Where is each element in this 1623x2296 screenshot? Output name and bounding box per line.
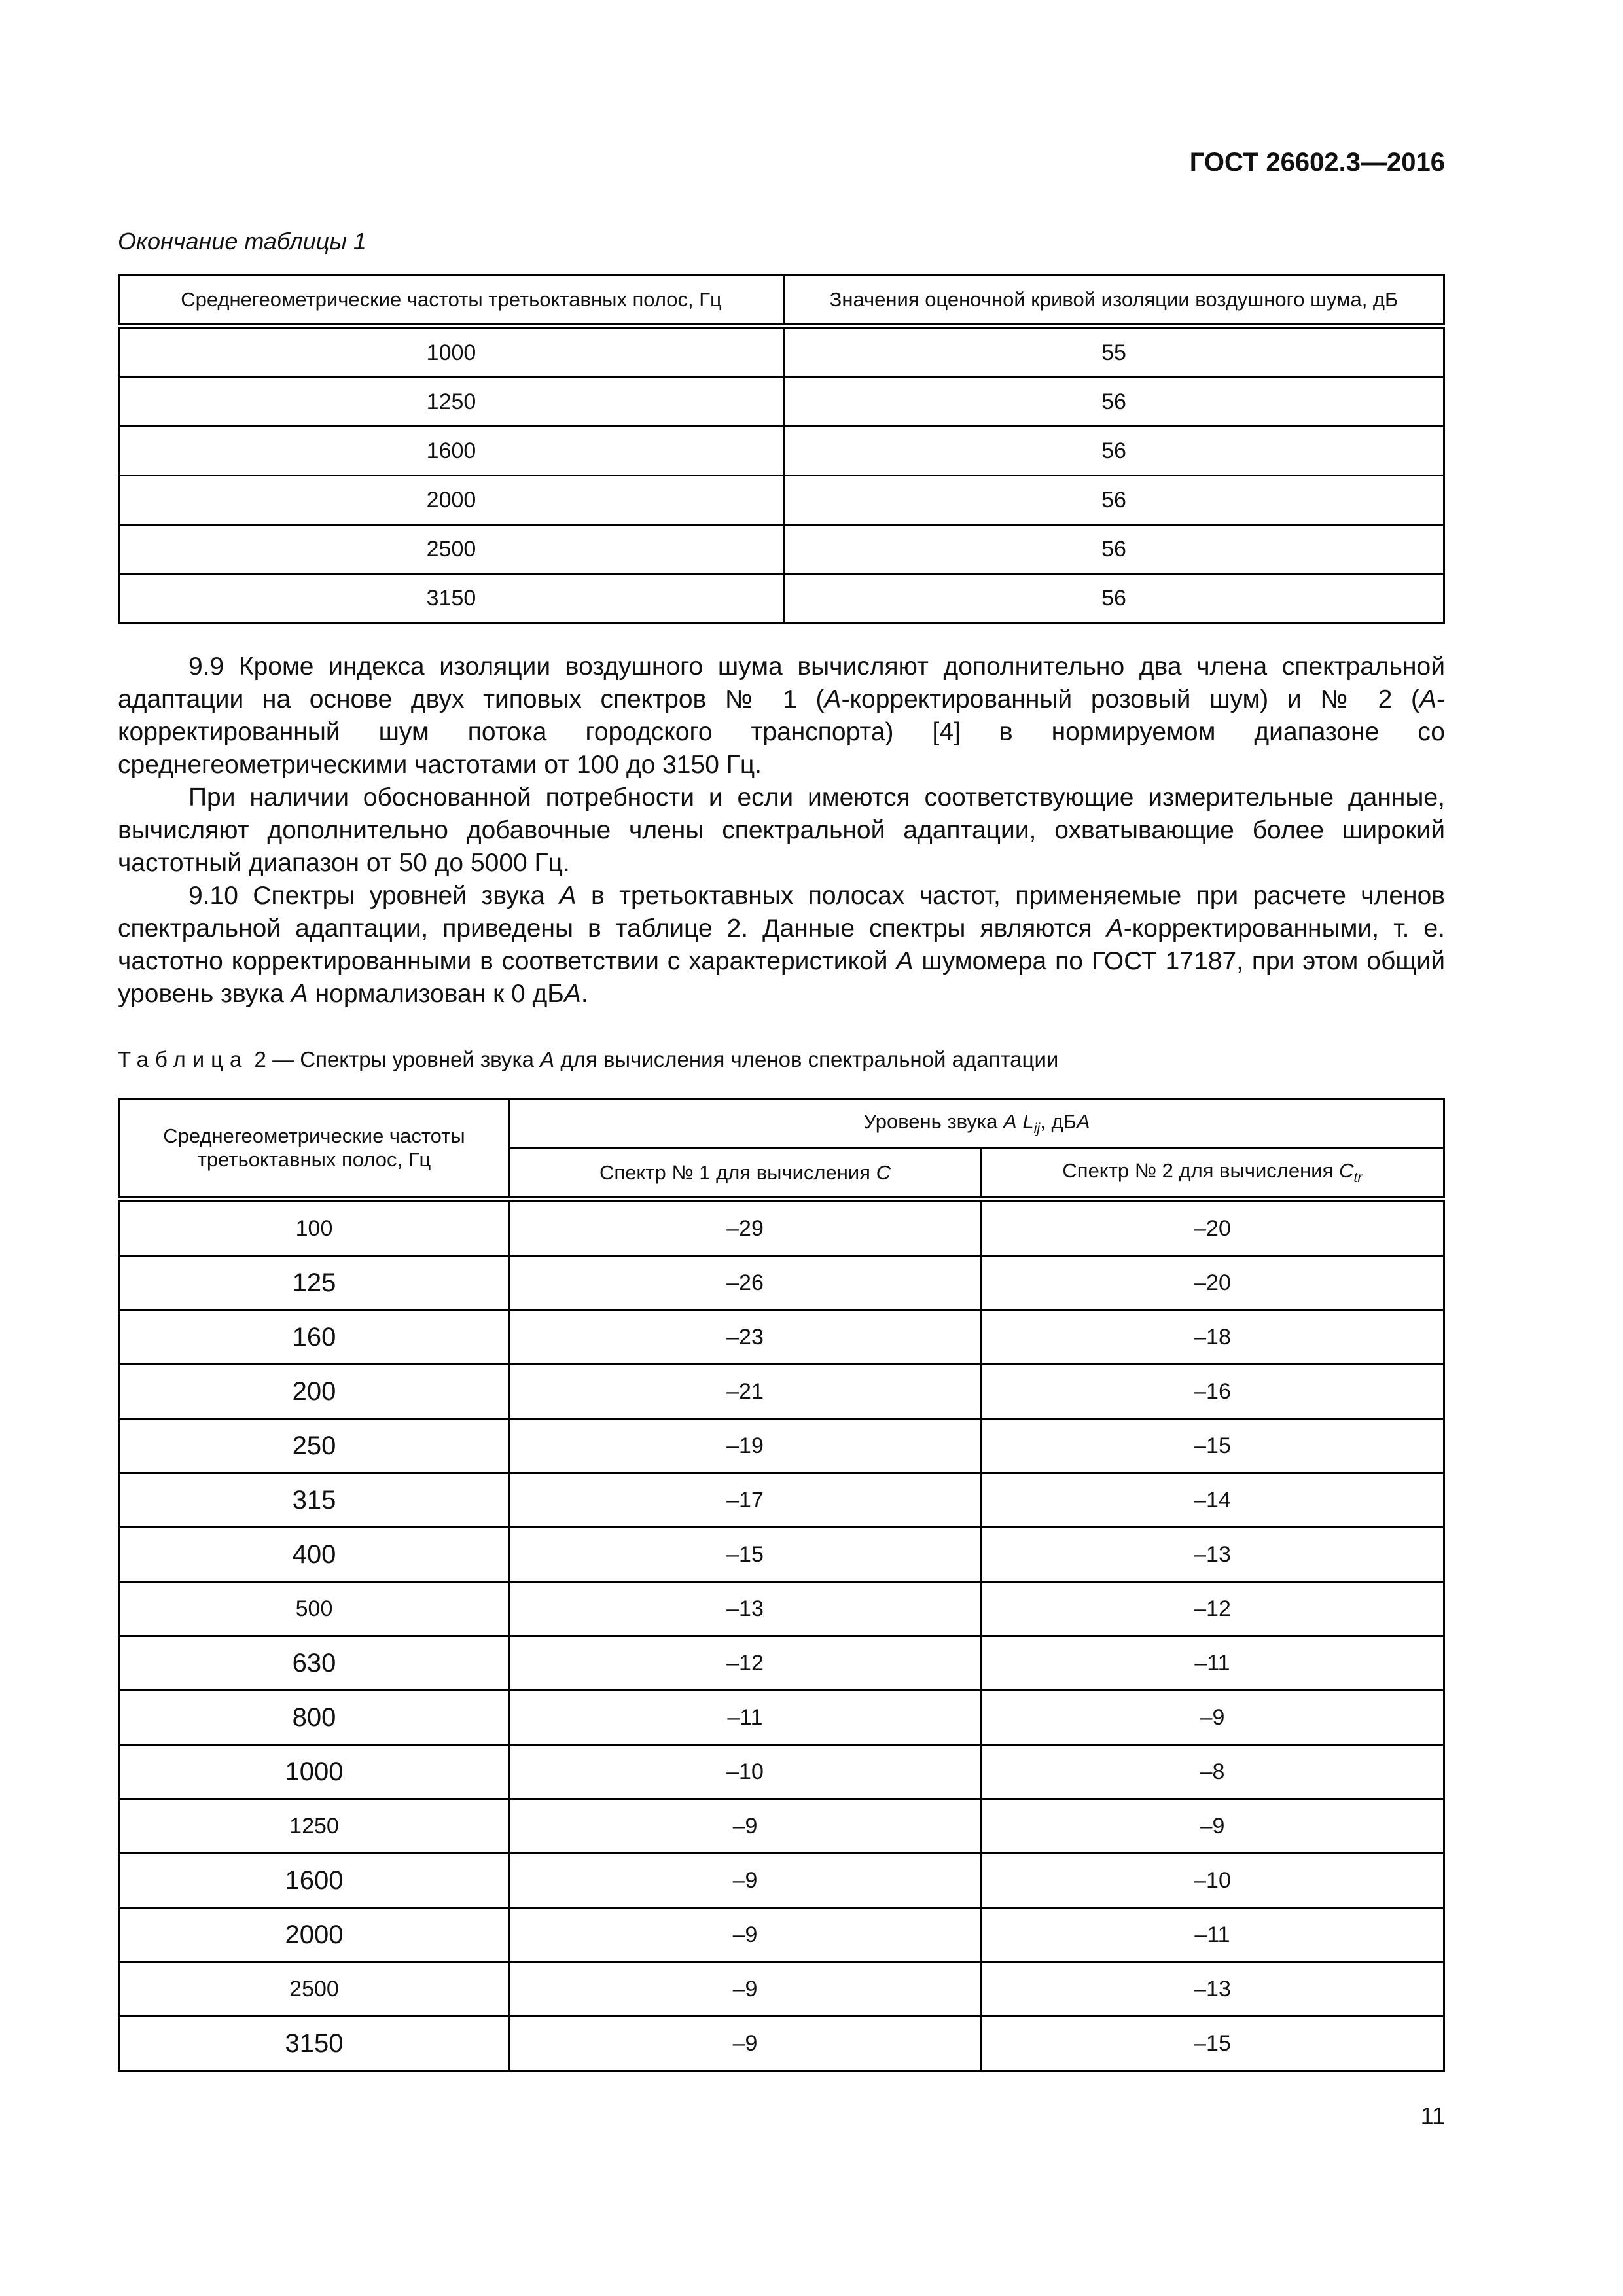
table-row (119, 1745, 1444, 1799)
caption-text: 2 — Спектры уровней звука (248, 1047, 541, 1071)
italic-subscript: tr (1353, 1169, 1363, 1186)
table-row (119, 327, 1444, 378)
table2-header-spectrum-2 (981, 1149, 1444, 1200)
italic-symbol: А (1106, 914, 1124, 942)
table-cell: 3150 (119, 574, 784, 623)
table-cell: 200 (119, 1365, 510, 1419)
table-cell: 55 (784, 327, 1444, 378)
table2-header-row (119, 1099, 1444, 1149)
table2-header-level (510, 1099, 1444, 1149)
table-cell: –21 (510, 1365, 981, 1419)
table-cell: 2000 (119, 476, 784, 525)
table-cell: –19 (510, 1419, 981, 1473)
table-cell: –9 (981, 1691, 1444, 1745)
table-cell: –15 (510, 1528, 981, 1582)
table-row (119, 1582, 1444, 1636)
table-cell: 125 (119, 1256, 510, 1310)
table-cell: –14 (981, 1473, 1444, 1528)
table-cell: –9 (510, 1962, 981, 2017)
italic-symbol: А (291, 980, 308, 1008)
table-cell: 56 (784, 427, 1444, 476)
paragraph-9-10 (118, 880, 1445, 1011)
table-cell: –8 (981, 1745, 1444, 1799)
table-cell: –15 (981, 1419, 1444, 1473)
caption-label: Таблица (118, 1047, 249, 1071)
table-cell: 250 (119, 1419, 510, 1473)
table-row (119, 1256, 1444, 1310)
table-cell: –9 (510, 1854, 981, 1908)
page-number: 11 (1420, 2102, 1445, 2129)
paragraph-text: -корректированный шум потока городского транспорта) [4] в нормируемом диапазоне со среднегеометрическими частотами от 100 до 3150 Гц. (118, 685, 1446, 779)
table-cell: 1250 (119, 378, 784, 427)
table-cell: 400 (119, 1528, 510, 1582)
header-text: , дБ (1040, 1109, 1077, 1133)
table-cell: 160 (119, 1310, 510, 1365)
table-cell: –16 (981, 1365, 1444, 1419)
paragraph-text: в третьоктавных полосах частот, применяемые при расчете членов спектральной адаптации, приведены в таблице 2. Данные спектры являются (118, 882, 1445, 942)
italic-symbol: А (1003, 1109, 1017, 1133)
table1-header-row (119, 275, 1444, 327)
table-cell: 315 (119, 1473, 510, 1528)
italic-symbol: C (1338, 1159, 1354, 1183)
italic-symbol: А (896, 947, 914, 975)
paragraph-text: -корректированный розовый шум) и № 2 ( (841, 685, 1419, 713)
italic-symbol: А (1419, 685, 1437, 713)
table-row (119, 427, 1444, 476)
table2-header-frequency: Среднегеометрические частоты третьоктавных полос, Гц (119, 1099, 510, 1200)
table-cell: 56 (784, 525, 1444, 574)
table-cell: –26 (510, 1256, 981, 1310)
table-cell: 2500 (119, 525, 784, 574)
italic-symbol: А (1076, 1109, 1090, 1133)
table-cell: 56 (784, 574, 1444, 623)
document-code: ГОСТ 26602.3—2016 (1189, 148, 1445, 177)
table-cell: –11 (981, 1908, 1444, 1962)
table-cell: –10 (981, 1854, 1444, 1908)
italic-symbol: C (876, 1161, 891, 1184)
paragraph-9-9 (118, 651, 1445, 781)
table-cell: –13 (510, 1582, 981, 1636)
italic-symbol: L (1022, 1109, 1034, 1133)
italic-symbol: А (563, 980, 581, 1008)
table-cell: –23 (510, 1310, 981, 1365)
table-cell: –11 (981, 1636, 1444, 1691)
table-row (119, 1365, 1444, 1419)
table-cell: 800 (119, 1691, 510, 1745)
table-cell: –9 (510, 2017, 981, 2071)
table-row (119, 1908, 1444, 1962)
paragraph-text: шумомера по ГОСТ 17187, при этом общий уровень звука (118, 947, 1445, 1008)
table1-header-frequency: Среднегеометрические частоты третьоктавных полос, Гц (119, 275, 784, 327)
table-cell: –12 (981, 1582, 1444, 1636)
table-cell: 1000 (119, 327, 784, 378)
table-cell: –18 (981, 1310, 1444, 1365)
table2-header-spectrum-1 (510, 1149, 981, 1200)
table-row (119, 1636, 1444, 1691)
table-cell: –20 (981, 1200, 1444, 1256)
table1-continuation-label: Окончание таблицы 1 (118, 228, 366, 255)
table-cell: 56 (784, 378, 1444, 427)
table-cell: 56 (784, 476, 1444, 525)
paragraph-text: нормализован к 0 дБ (308, 980, 564, 1008)
table-cell: 1600 (119, 427, 784, 476)
paragraph-text: -корректированными, т. е. частотно корректированными в соответствии с характеристикой (118, 914, 1445, 975)
table-cell: 100 (119, 1200, 510, 1256)
table-row (119, 1473, 1444, 1528)
italic-symbol: А (540, 1047, 555, 1071)
table-cell: 500 (119, 1582, 510, 1636)
table-cell: –9 (510, 1908, 981, 1962)
paragraph-text: . (580, 980, 588, 1008)
table1-header-values: Значения оценочной кривой изоляции воздушного шума, дБ (784, 275, 1444, 327)
table2-caption (118, 1047, 1058, 1072)
italic-symbol: А (559, 882, 577, 910)
table-row (119, 378, 1444, 427)
table-row (119, 1962, 1444, 2017)
table-row (119, 1528, 1444, 1582)
header-text: Спектр № 1 для вычисления (599, 1161, 876, 1184)
table-cell: –17 (510, 1473, 981, 1528)
table-cell: –9 (981, 1799, 1444, 1854)
table-row (119, 525, 1444, 574)
table-row (119, 1799, 1444, 1854)
italic-subscript: ij (1033, 1120, 1041, 1137)
table-cell: 1250 (119, 1799, 510, 1854)
table-row (119, 1419, 1444, 1473)
table-cell: –20 (981, 1256, 1444, 1310)
table-cell: –12 (510, 1636, 981, 1691)
table1 (118, 274, 1445, 624)
table-cell: 1000 (119, 1745, 510, 1799)
table-cell: –29 (510, 1200, 981, 1256)
table-cell: 1600 (119, 1854, 510, 1908)
table-row (119, 476, 1444, 525)
table-cell: 2000 (119, 1908, 510, 1962)
paragraph-extended-range (118, 781, 1445, 880)
table-cell: –13 (981, 1528, 1444, 1582)
paragraph-text: 9.9 Кроме индекса изоляции воздушного шума вычисляют дополнительно два члена спектральной адаптации на основе двух типовых спектров № 1 ( (118, 653, 1445, 713)
table-row (119, 1200, 1444, 1256)
table-cell: –10 (510, 1745, 981, 1799)
italic-symbol: А (824, 685, 842, 713)
table-cell: –15 (981, 2017, 1444, 2071)
table-cell: 630 (119, 1636, 510, 1691)
table-row (119, 1310, 1444, 1365)
table-row (119, 2017, 1444, 2071)
paragraph-text: При наличии обоснованной потребности и если имеются соответствующие измерительные данные, вычисляют дополнительно добавочные члены спектральной адаптации, охватывающие более широкий частотный диапазон от 50 до 5000 Гц. (118, 783, 1445, 877)
table-row (119, 1854, 1444, 1908)
table-cell: 2500 (119, 1962, 510, 2017)
table-cell: –13 (981, 1962, 1444, 2017)
table-row (119, 574, 1444, 623)
paragraph-text: 9.10 Спектры уровней звука (188, 882, 560, 910)
table-cell: –9 (510, 1799, 981, 1854)
table-cell: 3150 (119, 2017, 510, 2071)
table-cell: –11 (510, 1691, 981, 1745)
header-text: Спектр № 2 для вычисления (1062, 1159, 1339, 1183)
header-text: Уровень звука (863, 1109, 1004, 1133)
table2 (118, 1098, 1445, 2072)
caption-text: для вычисления членов спектральной адаптации (554, 1047, 1059, 1071)
table-row (119, 1691, 1444, 1745)
